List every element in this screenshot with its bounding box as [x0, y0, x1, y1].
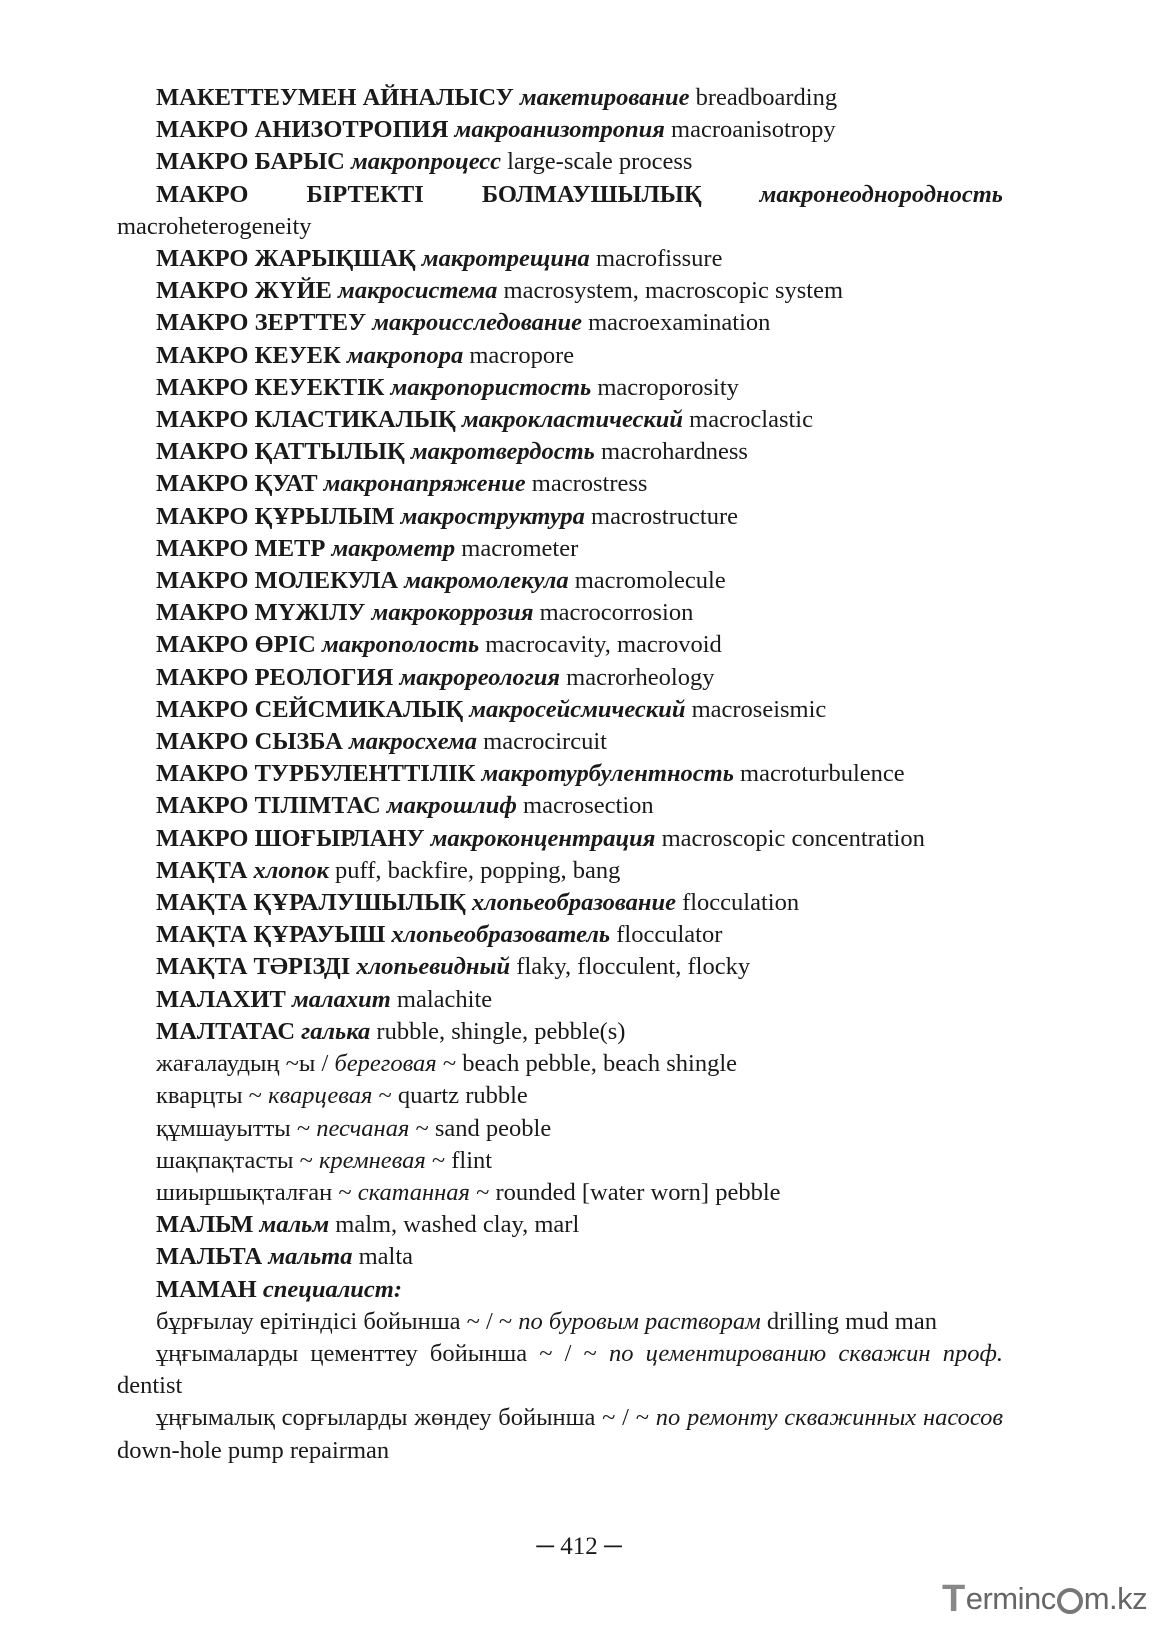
russian-term: макропористость — [390, 373, 592, 401]
english-term: macrometer — [461, 534, 579, 562]
english-term: large-scale process — [507, 148, 693, 176]
russian-term: макросейсмический — [469, 695, 686, 723]
termincom-logo[interactable] — [942, 1578, 1147, 1620]
kazakh-headword: МАКРО ШОҒЫРЛАНУ — [156, 824, 425, 852]
kazakh-headword: МАЛЬТА — [156, 1243, 263, 1271]
dictionary-entry — [117, 1016, 1003, 1048]
kazakh-headword: МАКРО ӨРІС — [156, 631, 316, 659]
kazakh-headword: МАКРО АНИЗОТРОПИЯ — [156, 116, 449, 144]
kazakh-phrase: шиыршықталған ~ — [156, 1178, 352, 1206]
english-term: macroturbulence — [740, 760, 905, 788]
russian-term: мальта — [268, 1243, 353, 1271]
kazakh-headword: МАКРО ЖАРЫҚШАҚ — [156, 245, 416, 273]
russian-term: макрореология — [399, 663, 561, 691]
english-term: macroseismic — [691, 695, 827, 723]
kazakh-headword: МАЛЬМ — [156, 1211, 254, 1239]
russian-term: макронапряжение — [323, 470, 526, 498]
dictionary-entry — [117, 372, 1003, 404]
english-term: flocculation — [682, 889, 800, 917]
kazakh-headword: МАКРО КЛАСТИКАЛЫҚ — [156, 406, 456, 434]
english-term: malta — [358, 1243, 414, 1271]
russian-term: макрополость — [321, 631, 480, 659]
english-term: breadboarding — [695, 84, 838, 111]
english-term: malachite — [396, 985, 493, 1013]
english-term: macroporosity — [597, 373, 739, 401]
english-term: macrorheology — [566, 663, 715, 691]
dictionary-entry — [117, 179, 1003, 243]
russian-phrase: по буровым растворам — [518, 1307, 761, 1335]
kazakh-headword: МАКРО МЕТР — [156, 534, 326, 562]
kazakh-headword: МАЛАХИТ — [156, 985, 286, 1013]
kazakh-headword: МАҚТА ҚҰРАУЫШ — [156, 921, 386, 949]
kazakh-headword: МАКРО ҚҰРЫЛЫМ — [156, 502, 395, 530]
kazakh-headword: МАКЕТТЕУМЕН АЙНАЛЫСУ — [156, 84, 514, 111]
dictionary-entry — [117, 565, 1003, 597]
russian-term: макропроцесс — [351, 148, 502, 176]
russian-phrase: кремневая — [318, 1146, 426, 1174]
russian-term: макротрещина — [421, 245, 590, 273]
russian-term: макромолекула — [404, 567, 569, 595]
english-term: ~ flint — [431, 1146, 493, 1174]
russian-term: мальм — [259, 1211, 330, 1239]
dictionary-entry — [117, 855, 1003, 887]
kazakh-headword: МАҚТА — [156, 856, 248, 884]
dictionary-entry — [117, 919, 1003, 951]
dictionary-entry — [117, 662, 1003, 694]
russian-term: галька — [301, 1017, 371, 1045]
english-term: flaky, flocculent, flocky — [516, 953, 751, 981]
russian-term: макетирование — [519, 84, 690, 111]
dictionary-subentry — [117, 1402, 1003, 1466]
english-term: macrohardness — [600, 438, 748, 466]
russian-term: макропора — [346, 341, 464, 369]
logo-letter-t: T — [942, 1577, 965, 1620]
kazakh-headword: МАҚТА ТӘРІЗДІ — [156, 953, 351, 981]
english-term: macrofissure — [595, 245, 723, 273]
kazakh-headword: МАКРО ЗЕРТТЕУ — [156, 309, 367, 337]
dictionary-entry — [117, 1209, 1003, 1241]
russian-term: макроконцентрация — [430, 824, 656, 852]
english-term: macromolecule — [574, 567, 726, 595]
dictionary-entry — [117, 629, 1003, 661]
kazakh-headword: МАКРО ҚАТТЫЛЫҚ — [156, 438, 405, 466]
kazakh-headword: МАКРО БАРЫС — [156, 148, 345, 176]
russian-phrase: песчаная — [316, 1114, 410, 1142]
english-term: macrocorrosion — [539, 599, 694, 627]
kazakh-headword: МАЛТАТАС — [156, 1017, 296, 1045]
russian-term: макроанизотропия — [454, 116, 665, 144]
dictionary-entry — [117, 275, 1003, 307]
english-term: macroclastic — [689, 406, 813, 434]
english-term: macrosystem, macroscopic system — [503, 277, 844, 305]
dictionary-entry — [117, 823, 1003, 855]
dictionary-entry — [117, 533, 1003, 565]
english-term: macroexamination — [588, 309, 771, 337]
dictionary-entry — [117, 404, 1003, 436]
kazakh-headword: МАҚТА ҚҰРАЛУШЫЛЫҚ — [156, 889, 466, 917]
russian-phrase: по ремонту скважинных насосов — [655, 1404, 1004, 1432]
english-term: macrostructure — [591, 502, 738, 530]
russian-phrase: кварцевая — [268, 1082, 373, 1110]
dictionary-entry — [117, 501, 1003, 533]
english-term: down-hole pump repairman — [117, 1436, 390, 1464]
english-term: macroheterogeneity — [117, 212, 312, 240]
page-number: ─ 412 ─ — [536, 1533, 622, 1560]
dictionary-entry — [117, 597, 1003, 629]
english-term: macroanisotropy — [671, 116, 836, 144]
russian-term: хлопок — [253, 856, 329, 884]
dictionary-entry — [117, 114, 1003, 146]
kazakh-phrase: құмшауытты ~ — [156, 1114, 311, 1142]
dictionary-entry — [117, 307, 1003, 339]
russian-term: макроисследование — [372, 309, 582, 337]
russian-term: макрокоррозия — [371, 599, 534, 627]
russian-term: макронеоднородность — [759, 180, 1003, 208]
dictionary-subentry — [117, 1048, 1003, 1080]
logo-text-c: m.kz — [1083, 1581, 1148, 1616]
russian-phrase: береговая — [334, 1050, 437, 1078]
english-term: ~ rounded [water worn] pebble — [476, 1178, 781, 1206]
russian-phrase: по цементированию скважин проф. — [608, 1339, 1003, 1367]
russian-term: специалист: — [262, 1275, 402, 1303]
english-term: macrocavity, macrovoid — [485, 631, 722, 659]
kazakh-headword: МАКРО СЕЙСМИКАЛЫҚ — [156, 695, 464, 723]
dictionary-entry — [117, 726, 1003, 758]
kazakh-headword: МАКРО РЕОЛОГИЯ — [156, 663, 394, 691]
dictionary-entry — [117, 887, 1003, 919]
dictionary-subentry — [117, 1145, 1003, 1177]
kazakh-phrase: бұрғылау ерітіндісі бойынша ~ / ~ — [156, 1307, 513, 1335]
kazakh-phrase: жағалаудың ~ы / — [156, 1050, 329, 1078]
dictionary-subentry — [117, 1113, 1003, 1145]
russian-term: малахит — [291, 985, 391, 1013]
russian-term: макросистема — [338, 277, 498, 305]
kazakh-headword: МАМАН — [156, 1275, 257, 1303]
logo-ring-icon — [1057, 1588, 1083, 1614]
russian-term: макротурбулентность — [481, 760, 734, 788]
english-term: macropore — [469, 341, 575, 369]
dictionary-entry — [117, 694, 1003, 726]
dictionary-page — [117, 82, 1003, 1467]
dictionary-entry — [117, 82, 1003, 114]
kazakh-headword: МАКРО ТУРБУЛЕНТТІЛІК — [156, 760, 476, 788]
dictionary-entry — [117, 1274, 1003, 1306]
english-term: drilling mud man — [766, 1307, 937, 1335]
dictionary-entry — [117, 1241, 1003, 1273]
russian-term: макрошлиф — [386, 792, 517, 820]
english-term: ~ quartz rubble — [378, 1082, 528, 1110]
russian-term: макрометр — [331, 534, 456, 562]
dictionary-subentry — [117, 1080, 1003, 1112]
kazakh-headword: МАКРО СЫЗБА — [156, 728, 343, 756]
russian-term: макросхема — [348, 728, 478, 756]
english-term: flocculator — [616, 921, 723, 949]
russian-term: хлопьеобразователь — [391, 921, 611, 949]
kazakh-headword: МАКРО БІРТЕКТІ БОЛМАУШЫЛЫҚ — [156, 180, 702, 208]
russian-term: макроструктура — [400, 502, 585, 530]
english-term: puff, backfire, popping, bang — [335, 856, 621, 884]
dictionary-entry — [117, 758, 1003, 790]
dictionary-subentry — [117, 1338, 1003, 1402]
english-term: macroscopic concentration — [661, 824, 925, 852]
dictionary-subentry — [117, 1177, 1003, 1209]
kazakh-phrase: ұңғымаларды цементтеу бойынша ~ / ~ — [156, 1339, 597, 1367]
dictionary-entry — [117, 951, 1003, 983]
kazakh-headword: МАКРО МОЛЕКУЛА — [156, 567, 399, 595]
kazakh-headword: МАКРО КЕУЕК — [156, 341, 341, 369]
english-term: macrostress — [531, 470, 648, 498]
kazakh-headword: МАКРО ҚУАТ — [156, 470, 318, 498]
english-term: malm, washed clay, marl — [335, 1211, 580, 1239]
english-term: dentist — [117, 1372, 183, 1400]
kazakh-phrase: шақпақтасты ~ — [156, 1146, 313, 1174]
dictionary-entry — [117, 790, 1003, 822]
english-term: ~ sand peoble — [415, 1114, 552, 1142]
russian-term: хлопьеобразование — [471, 889, 676, 917]
dictionary-subentry — [117, 1306, 1003, 1338]
english-term: rubble, shingle, pebble(s) — [376, 1017, 626, 1045]
kazakh-headword: МАКРО МҮЖІЛУ — [156, 599, 366, 627]
english-term: macrosection — [523, 792, 654, 820]
russian-term: макротвердость — [410, 438, 595, 466]
kazakh-phrase: кварцты ~ — [156, 1082, 262, 1110]
dictionary-entry — [117, 146, 1003, 178]
english-term: ~ beach pebble, beach shingle — [442, 1050, 738, 1078]
kazakh-headword: МАКРО ЖҮЙЕ — [156, 277, 332, 305]
dictionary-entry — [117, 468, 1003, 500]
logo-text-a: ermin — [965, 1581, 1041, 1616]
russian-phrase: скатанная — [357, 1178, 470, 1206]
dictionary-entry — [117, 984, 1003, 1016]
dictionary-entry — [117, 436, 1003, 468]
kazakh-phrase: ұңғымалық сорғыларды жөндеу бойынша ~ / ~ — [156, 1404, 650, 1432]
english-term: macrocircuit — [483, 728, 607, 756]
dictionary-entry — [117, 340, 1003, 372]
kazakh-headword: МАКРО КЕУЕКТІК — [156, 373, 385, 401]
russian-term: хлопьевидный — [356, 953, 511, 981]
russian-term: макрокластический — [461, 406, 684, 434]
logo-text-b: c — [1040, 1581, 1056, 1616]
kazakh-headword: МАКРО ТІЛІМТАС — [156, 792, 381, 820]
dictionary-entry — [117, 243, 1003, 275]
